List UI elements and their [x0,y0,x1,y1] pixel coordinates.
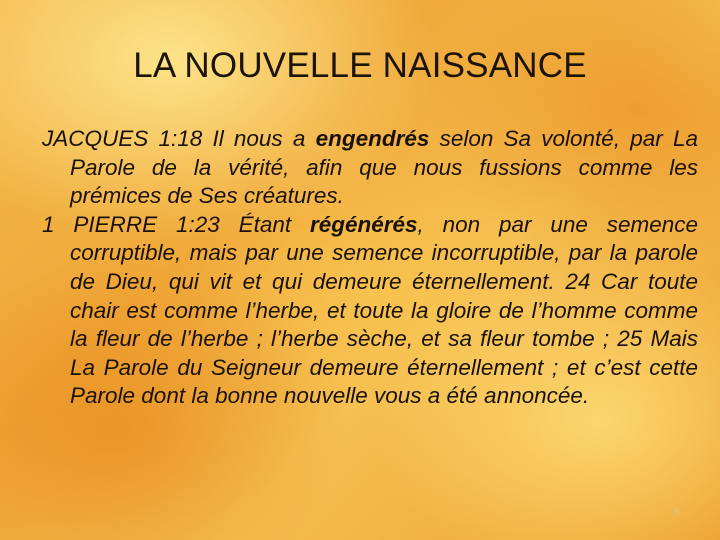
paragraph-text-after: selon Sa volonté, par La Parole de la vérité, afin que nous fussions comme les prémices de Ses créatures. [70,126,698,209]
paragraph-text-after: , non par une semence corruptible, mais par une semence incorruptible, par la parole de Dieu, qui vit et qui demeure éternellement. 24 Car toute chair est comme l’herbe, et toute la gloire de l’homme comme la fleur de l’herbe ; l’herbe sèche, et sa fleur tombe ; 25 Mais La Parole du Seigneur demeure éternellement ; et c’est cette Parole dont la bonne nouvelle vous a été annoncée. [70,211,698,409]
emphasis-engendres: engendrés [315,126,430,151]
paragraph-text-before: 1 PIERRE 1:23 Étant [42,211,310,237]
scripture-paragraph-pierre [42,211,698,411]
emphasis-regeneres: régénérés [309,211,418,237]
scripture-paragraph-jacques [42,125,698,211]
paragraph-text-before: JACQUES 1:18 Il nous a [42,126,316,151]
slide-number: 6 [673,506,680,518]
slide-body [42,125,698,411]
slide-title: LA NOUVELLE NAISSANCE [133,46,587,85]
